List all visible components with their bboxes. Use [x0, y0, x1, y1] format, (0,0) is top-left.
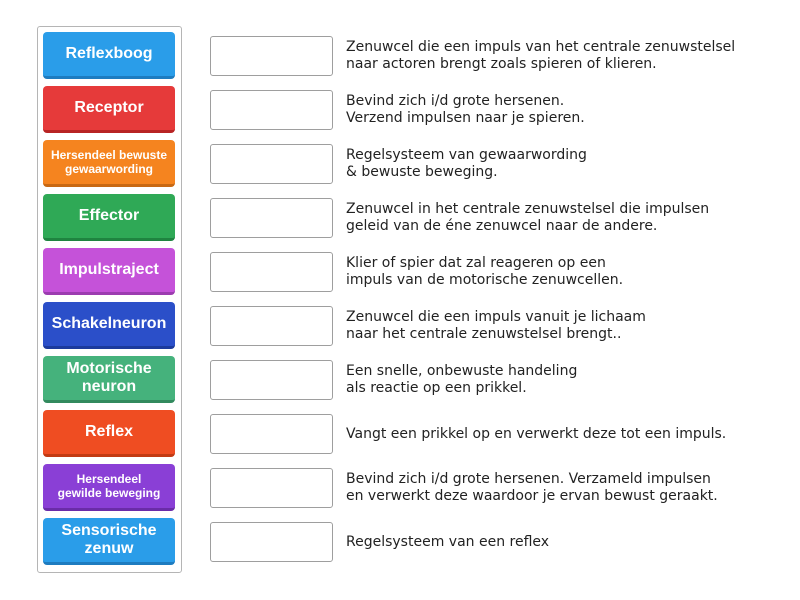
tile-label: Effector [78, 207, 140, 224]
tile-label: Reflex [84, 423, 134, 440]
tile-receptor[interactable] [43, 86, 175, 133]
drop-slot-10[interactable] [210, 522, 333, 562]
tile-label: Sensorische zenuw [61, 522, 157, 557]
tile-motorische-neuron[interactable] [43, 356, 175, 403]
tile-hersendeel-gewilde-beweging[interactable] [43, 464, 175, 511]
tile-impulstraject[interactable] [43, 248, 175, 295]
description-10 [346, 522, 786, 562]
description-text: Regelsysteem van gewaarwording & bewuste beweging. [346, 147, 587, 180]
description-2 [346, 90, 786, 130]
drop-slot-1[interactable] [210, 36, 333, 76]
drop-slot-7[interactable] [210, 360, 333, 400]
description-text: Vangt een prikkel op en verwerkt deze tot een impuls. [346, 425, 727, 442]
tile-schakelneuron[interactable] [43, 302, 175, 349]
tile-effector[interactable] [43, 194, 175, 241]
description-1 [346, 36, 786, 76]
description-4 [346, 198, 786, 238]
drop-slot-9[interactable] [210, 468, 333, 508]
drop-slot-8[interactable] [210, 414, 333, 454]
description-text: Bevind zich i/d grote hersenen. Verzameld impulsen en verwerkt deze waardoor je ervan bewust geraakt. [346, 471, 718, 504]
tile-label: Impulstraject [59, 261, 159, 278]
description-text: Zenuwcel die een impuls van het centrale zenuwstelsel naar actoren brengt zoals spieren of klieren. [346, 39, 736, 72]
tile-label: Motorische neuron [66, 360, 152, 395]
tile-sensorische-zenuw[interactable] [43, 518, 175, 565]
tile-reflexboog[interactable] [43, 32, 175, 79]
description-text: Zenuwcel in het centrale zenuwstelsel die impulsen geleid van de éne zenuwcel naar de andere. [346, 201, 710, 234]
tile-label: Hersendeel gewilde beweging [57, 472, 161, 500]
drop-slot-6[interactable] [210, 306, 333, 346]
tile-hersendeel-bewuste-gewaarwording[interactable] [43, 140, 175, 187]
tile-reflex[interactable] [43, 410, 175, 457]
tile-label: Hersendeel bewuste gewaarwording [50, 148, 168, 176]
description-7 [346, 360, 786, 400]
description-3 [346, 144, 786, 184]
description-text: Regelsysteem van een reflex [346, 533, 550, 550]
description-9 [346, 468, 786, 508]
tile-label: Reflexboog [65, 45, 153, 62]
description-text: Klier of spier dat zal reageren op een impuls van de motorische zenuwcellen. [346, 255, 624, 288]
description-5 [346, 252, 786, 292]
description-text: Zenuwcel die een impuls vanuit je lichaam naar het centrale zenuwstelsel brengt.. [346, 309, 646, 342]
tile-label: Schakelneuron [51, 315, 167, 332]
description-8 [346, 414, 786, 454]
drop-slot-2[interactable] [210, 90, 333, 130]
description-text: Een snelle, onbewuste handeling als reactie op een prikkel. [346, 363, 578, 396]
drop-slot-5[interactable] [210, 252, 333, 292]
drop-slot-4[interactable] [210, 198, 333, 238]
description-text: Bevind zich i/d grote hersenen. Verzend impulsen naar je spieren. [346, 93, 585, 126]
description-6 [346, 306, 786, 346]
drop-slot-3[interactable] [210, 144, 333, 184]
tile-label: Receptor [74, 99, 144, 116]
